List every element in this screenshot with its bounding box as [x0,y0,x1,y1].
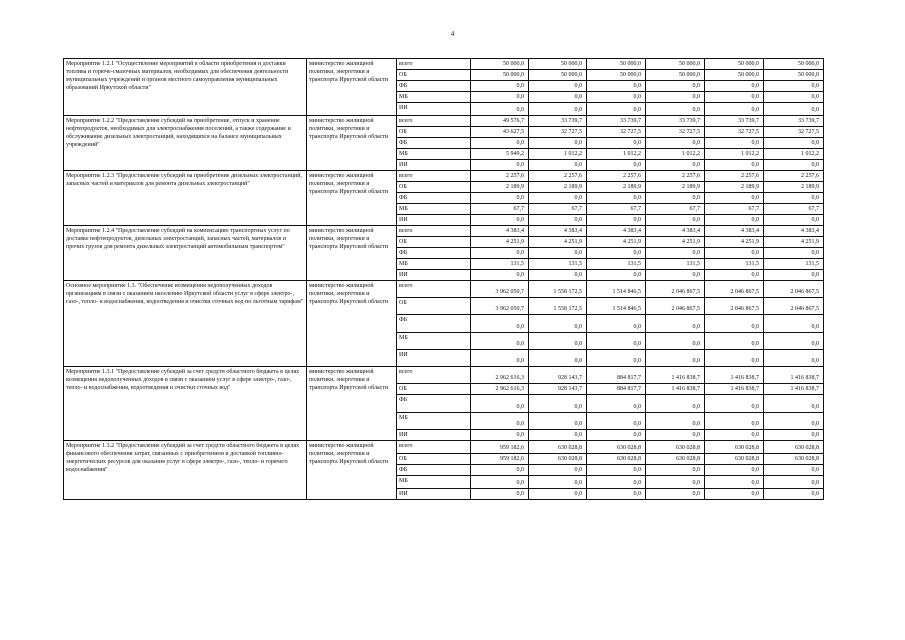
amount-cell: 0,0 [587,270,646,281]
funding-source-cell: всего [397,116,471,127]
funding-source-cell: ФБ [397,248,471,259]
amount-cell: 0,0 [705,193,764,204]
amount-cell: 67,7 [471,204,529,215]
amount-cell: 0,0 [764,103,824,116]
amount-cell: 0,0 [587,489,646,500]
amount-cell: 1 514 846,5 [587,281,646,298]
amount-cell: 2 962 616,3 [471,367,529,384]
funding-source-cell: МБ [397,149,471,160]
amount-cell: 0,0 [764,81,824,92]
amount-cell: 0,0 [471,160,529,171]
amount-cell: 2 046 867,5 [646,281,705,298]
amount-cell: 0,0 [705,413,764,430]
amount-cell: 32 727,5 [705,127,764,138]
amount-cell: 2 189,9 [764,182,824,193]
amount-cell: 50 000,0 [529,70,587,81]
amount-cell: 0,0 [705,315,764,333]
amount-cell: 630 028,8 [529,454,587,465]
amount-cell: 0,0 [587,413,646,430]
amount-cell: 0,0 [646,430,705,441]
amount-cell: 0,0 [764,215,824,226]
amount-cell: 1 012,2 [705,149,764,160]
amount-cell: 0,0 [529,103,587,116]
amount-cell: 0,0 [764,92,824,103]
amount-cell: 1 012,2 [764,149,824,160]
amount-cell: 50 000,0 [471,70,529,81]
amount-cell: 0,0 [646,92,705,103]
amount-cell: 0,0 [471,476,529,489]
funding-source-cell: МБ [397,204,471,215]
amount-cell: 0,0 [529,465,587,476]
funding-source-cell: ОБ [397,384,471,395]
funding-source-cell: всего [397,367,471,384]
amount-cell: 4 383,4 [471,226,529,237]
funding-source-cell: ФБ [397,315,471,333]
amount-cell: 0,0 [705,465,764,476]
measure-description: Основное мероприятие 1.3. "Обеспечение возмещения недополученных доходов организациям в связи с оказанием населению Иркутской области услуг в сфере электро-, газо-, тепло- и водоснабжения, водоотведения и очистки сточных вод по льготным тарифам" [64,281,307,367]
executor-cell: министерство жилищной политики, энергетики и транспорта Иркутской области [307,226,397,281]
amount-cell: 0,0 [705,476,764,489]
amount-cell: 4 383,4 [587,226,646,237]
amount-cell: 32 727,5 [587,127,646,138]
amount-cell: 0,0 [471,248,529,259]
amount-cell: 2 257,6 [764,171,824,182]
amount-cell: 928 143,7 [529,367,587,384]
table-row [64,226,824,237]
funding-source-cell: всего [397,59,471,70]
amount-cell: 0,0 [646,489,705,500]
amount-cell: 1 416 838,7 [646,367,705,384]
amount-cell: 0,0 [705,489,764,500]
amount-cell: 0,0 [587,476,646,489]
amount-cell: 0,0 [471,92,529,103]
amount-cell: 0,0 [705,160,764,171]
table-row [64,116,824,127]
amount-cell: 0,0 [705,395,764,413]
measure-description: Мероприятие 1.3.2 "Предоставление субсидий за счет средств областного бюджета в целях финансового обеспечения затрат, связанных с приобретением и доставкой топливно-энергетических ресурсов для оказания услуг в сфере электро-, газо-, тепло- и горячего водоснабжения" [64,441,307,500]
amount-cell: 4 251,9 [529,237,587,248]
amount-cell: 50 000,0 [587,70,646,81]
amount-cell: 50 000,0 [764,59,824,70]
amount-cell: 67,7 [705,204,764,215]
table-row [64,281,824,298]
amount-cell: 50 000,0 [587,59,646,70]
amount-cell: 1 558 172,5 [529,298,587,315]
amount-cell: 1 416 838,7 [705,367,764,384]
amount-cell: 1 558 172,5 [529,281,587,298]
amount-cell: 0,0 [646,138,705,149]
amount-cell: 630 028,8 [705,441,764,454]
amount-cell: 1 416 838,7 [705,384,764,395]
amount-cell: 67,7 [764,204,824,215]
amount-cell: 67,7 [587,204,646,215]
executor-cell: министерство жилищной политики, энергетики и транспорта Иркутской области [307,441,397,500]
amount-cell: 0,0 [587,395,646,413]
amount-cell: 0,0 [646,215,705,226]
amount-cell: 50 000,0 [529,59,587,70]
amount-cell: 0,0 [764,193,824,204]
amount-cell: 0,0 [471,465,529,476]
amount-cell: 2 046 867,5 [705,298,764,315]
amount-cell: 50 000,0 [705,70,764,81]
amount-cell: 0,0 [587,81,646,92]
funding-source-cell: ОБ [397,182,471,193]
amount-cell: 131,5 [705,259,764,270]
amount-cell: 0,0 [705,81,764,92]
amount-cell: 0,0 [646,413,705,430]
table-body [64,59,824,500]
amount-cell: 2 046 867,5 [705,281,764,298]
amount-cell: 0,0 [705,103,764,116]
amount-cell: 630 028,8 [764,441,824,454]
amount-cell: 0,0 [646,350,705,367]
amount-cell: 630 028,8 [764,454,824,465]
funding-source-cell: всего [397,281,471,298]
funding-source-cell: ОБ [397,127,471,138]
table-row [64,441,824,454]
amount-cell: 0,0 [646,465,705,476]
funding-source-cell: ОБ [397,237,471,248]
amount-cell: 0,0 [471,430,529,441]
funding-source-cell: МБ [397,333,471,350]
amount-cell: 4 251,9 [587,237,646,248]
funding-source-cell: ИИ [397,270,471,281]
amount-cell: 0,0 [764,333,824,350]
amount-cell: 0,0 [646,193,705,204]
amount-cell: 0,0 [764,160,824,171]
table-row [64,171,824,182]
amount-cell: 0,0 [705,333,764,350]
amount-cell: 1 012,2 [646,149,705,160]
amount-cell: 0,0 [587,333,646,350]
amount-cell: 0,0 [764,270,824,281]
amount-cell: 4 383,4 [705,226,764,237]
amount-cell: 0,0 [705,92,764,103]
amount-cell: 2 257,6 [705,171,764,182]
amount-cell: 43 627,5 [471,127,529,138]
amount-cell: 630 028,8 [705,454,764,465]
amount-cell: 33 739,7 [705,116,764,127]
amount-cell: 0,0 [587,248,646,259]
executor-cell: министерство жилищной политики, энергетики и транспорта Иркутской области [307,59,397,116]
funding-source-cell: всего [397,226,471,237]
amount-cell: 50 000,0 [764,70,824,81]
amount-cell: 4 251,9 [764,237,824,248]
amount-cell: 2 257,6 [587,171,646,182]
amount-cell: 0,0 [529,270,587,281]
amount-cell: 0,0 [764,395,824,413]
amount-cell: 959 182,6 [471,454,529,465]
amount-cell: 4 251,9 [471,237,529,248]
amount-cell: 2 046 867,5 [764,298,824,315]
funding-source-cell: ФБ [397,465,471,476]
amount-cell: 1 416 838,7 [764,367,824,384]
amount-cell: 50 000,0 [471,59,529,70]
amount-cell: 0,0 [646,333,705,350]
amount-cell: 0,0 [587,92,646,103]
amount-cell: 0,0 [646,315,705,333]
amount-cell: 0,0 [529,395,587,413]
amount-cell: 0,0 [471,395,529,413]
amount-cell: 0,0 [529,160,587,171]
amount-cell: 0,0 [471,350,529,367]
amount-cell: 2 189,9 [587,182,646,193]
amount-cell: 50 000,0 [646,70,705,81]
amount-cell: 5 949,2 [471,149,529,160]
amount-cell: 0,0 [646,103,705,116]
amount-cell: 0,0 [705,215,764,226]
amount-cell: 0,0 [764,138,824,149]
amount-cell: 2 189,9 [705,182,764,193]
amount-cell: 0,0 [705,430,764,441]
amount-cell: 0,0 [646,81,705,92]
funding-source-cell: ОБ [397,70,471,81]
amount-cell: 1 514 846,5 [587,298,646,315]
amount-cell: 0,0 [587,138,646,149]
amount-cell: 0,0 [529,476,587,489]
executor-cell: министерство жилищной политики, энергетики и транспорта Иркутской области [307,367,397,441]
amount-cell: 2 189,9 [529,182,587,193]
amount-cell: 0,0 [764,315,824,333]
amount-cell: 2 189,9 [646,182,705,193]
amount-cell: 0,0 [587,193,646,204]
amount-cell: 0,0 [471,413,529,430]
funding-source-cell: МБ [397,259,471,270]
amount-cell: 1 416 838,7 [764,384,824,395]
amount-cell: 67,7 [529,204,587,215]
amount-cell: 0,0 [587,160,646,171]
amount-cell: 131,5 [529,259,587,270]
funding-source-cell: всего [397,171,471,182]
amount-cell: 959 182,6 [471,441,529,454]
table-row [64,367,824,384]
measure-description: Мероприятие 1.2.3 "Предоставление субсидий на приобретение дизельных электростанций, запасных частей и материалов для ремонта дизельных электростанций" [64,171,307,226]
amount-cell: 0,0 [529,333,587,350]
funding-source-cell: всего [397,441,471,454]
amount-cell: 3 962 050,7 [471,298,529,315]
amount-cell: 0,0 [471,215,529,226]
amount-cell: 2 046 867,5 [646,298,705,315]
amount-cell: 0,0 [587,215,646,226]
amount-cell: 0,0 [471,270,529,281]
amount-cell: 4 383,4 [529,226,587,237]
amount-cell: 0,0 [471,193,529,204]
funding-source-cell: ИИ [397,430,471,441]
amount-cell: 2 189,9 [471,182,529,193]
amount-cell: 0,0 [471,81,529,92]
page-number: 4 [450,30,455,38]
amount-cell: 1 416 838,7 [646,384,705,395]
amount-cell: 67,7 [646,204,705,215]
amount-cell: 3 962 050,7 [471,281,529,298]
funding-source-cell: ФБ [397,395,471,413]
amount-cell: 0,0 [764,476,824,489]
amount-cell: 0,0 [646,395,705,413]
funding-source-cell: ОБ [397,454,471,465]
amount-cell: 2 962 616,3 [471,384,529,395]
amount-cell: 4 383,4 [764,226,824,237]
amount-cell: 131,5 [471,259,529,270]
amount-cell: 0,0 [646,160,705,171]
amount-cell: 1 012,2 [529,149,587,160]
table-row [64,59,824,70]
funding-source-cell: ИИ [397,215,471,226]
amount-cell: 32 727,5 [529,127,587,138]
amount-cell: 0,0 [705,248,764,259]
amount-cell: 630 028,8 [587,454,646,465]
amount-cell: 131,5 [764,259,824,270]
funding-source-cell: ИИ [397,350,471,367]
executor-cell: министерство жилищной политики, энергетики и транспорта Иркутской области [307,281,397,367]
amount-cell: 33 739,7 [764,116,824,127]
amount-cell: 131,5 [646,259,705,270]
amount-cell: 0,0 [587,103,646,116]
amount-cell: 50 000,0 [705,59,764,70]
amount-cell: 0,0 [529,81,587,92]
amount-cell: 0,0 [529,248,587,259]
amount-cell: 0,0 [529,92,587,103]
funding-source-cell: МБ [397,92,471,103]
amount-cell: 0,0 [471,315,529,333]
amount-cell: 0,0 [529,138,587,149]
measure-description: Мероприятие 1.3.1 "Предоставление субсидий за счет средств областного бюджета в целях возмещения недополученных доходов в связи с оказанием услуг в сфере электро-, газо-, тепло- и водоснабжения, водоотведения и очистки сточных вод" [64,367,307,441]
amount-cell: 630 028,8 [646,441,705,454]
amount-cell: 1 012,2 [587,149,646,160]
amount-cell: 0,0 [764,413,824,430]
amount-cell: 630 028,8 [587,441,646,454]
funding-source-cell: ИИ [397,489,471,500]
amount-cell: 4 251,9 [646,237,705,248]
measure-description: Мероприятие 1.2.4 "Предоставление субсидий на компенсацию транспортных услуг по доставке нефтепродуктов, дизельных электростанций, запасных частей, материалов и прочих грузов для ремонта дизельных электростанций автомобильным транспортом" [64,226,307,281]
amount-cell: 2 257,6 [646,171,705,182]
amount-cell: 131,5 [587,259,646,270]
funding-source-cell: МБ [397,476,471,489]
funding-source-cell: ФБ [397,138,471,149]
amount-cell: 2 046 867,5 [764,281,824,298]
amount-cell: 4 383,4 [646,226,705,237]
amount-cell: 32 727,5 [646,127,705,138]
amount-cell: 0,0 [646,270,705,281]
amount-cell: 0,0 [705,138,764,149]
amount-cell: 0,0 [471,333,529,350]
amount-cell: 0,0 [471,103,529,116]
amount-cell: 0,0 [529,430,587,441]
amount-cell: 0,0 [764,489,824,500]
amount-cell: 33 739,7 [529,116,587,127]
amount-cell: 884 817,7 [587,384,646,395]
funding-source-cell: ИИ [397,160,471,171]
amount-cell: 0,0 [529,350,587,367]
amount-cell: 0,0 [764,350,824,367]
amount-cell: 884 817,7 [587,367,646,384]
executor-cell: министерство жилищной политики, энергетики и транспорта Иркутской области [307,116,397,171]
amount-cell: 0,0 [587,465,646,476]
amount-cell: 630 028,8 [529,441,587,454]
amount-cell: 2 257,6 [529,171,587,182]
amount-cell: 928 143,7 [529,384,587,395]
amount-cell: 0,0 [529,489,587,500]
amount-cell: 33 739,7 [646,116,705,127]
amount-cell: 0,0 [587,350,646,367]
amount-cell: 0,0 [705,350,764,367]
amount-cell: 0,0 [529,315,587,333]
amount-cell: 0,0 [764,465,824,476]
amount-cell: 0,0 [529,413,587,430]
amount-cell: 0,0 [705,270,764,281]
amount-cell: 0,0 [529,215,587,226]
amount-cell: 32 727,5 [764,127,824,138]
funding-source-cell: ОБ [397,298,471,315]
amount-cell: 0,0 [646,476,705,489]
funding-source-cell: ФБ [397,81,471,92]
measure-description: Мероприятие 1.2.1 "Осуществление мероприятий в области приобретения и доставки топлива и горюче-смазочных материалов, необходимых для обеспечения деятельности муниципальных учреждений и органов местного самоуправления муниципальных образований Иркутской области" [64,59,307,116]
funding-source-cell: МБ [397,413,471,430]
measure-description: Мероприятие 1.2.2 "Предоставление субсидий на приобретение, отпуск и хранение нефтепродуктов, необходимых для электроснабжения поселений, а также содержание и обслуживание дизельных электростанций, находящихся на балансе муниципальных учреждений" [64,116,307,171]
amount-cell: 4 251,9 [705,237,764,248]
amount-cell: 0,0 [471,138,529,149]
amount-cell: 0,0 [764,248,824,259]
funding-source-cell: ИИ [397,103,471,116]
amount-cell: 630 028,8 [646,454,705,465]
amount-cell: 33 739,7 [587,116,646,127]
funding-source-cell: ФБ [397,193,471,204]
amount-cell: 50 000,0 [646,59,705,70]
budget-table [63,58,824,500]
amount-cell: 49 576,7 [471,116,529,127]
amount-cell: 0,0 [764,430,824,441]
amount-cell: 0,0 [529,193,587,204]
amount-cell: 0,0 [471,489,529,500]
amount-cell: 0,0 [646,248,705,259]
amount-cell: 0,0 [587,315,646,333]
amount-cell: 0,0 [587,430,646,441]
executor-cell: министерство жилищной политики, энергетики и транспорта Иркутской области [307,171,397,226]
amount-cell: 2 257,6 [471,171,529,182]
